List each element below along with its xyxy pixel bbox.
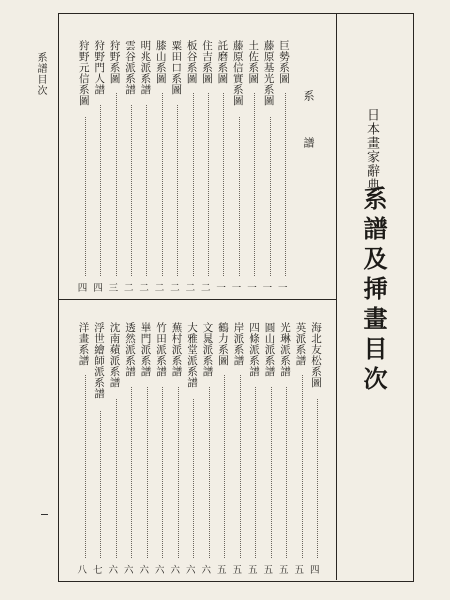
toc-entry[interactable] bbox=[201, 40, 217, 294]
toc-page-number: 八 bbox=[77, 565, 88, 576]
middle-divider bbox=[58, 299, 336, 300]
toc-entry[interactable] bbox=[171, 322, 187, 576]
toc-entry-label: 蕪村派系譜 bbox=[170, 322, 183, 377]
toc-page-number: 一 bbox=[247, 283, 257, 294]
toc-entry[interactable] bbox=[295, 322, 311, 576]
toc-leader-dots bbox=[162, 93, 163, 276]
toc-page-number: 二 bbox=[154, 283, 165, 294]
toc-entry[interactable] bbox=[124, 40, 140, 294]
toc-page-number: 二 bbox=[201, 283, 211, 294]
toc-page-number: 二 bbox=[124, 283, 134, 294]
toc-leader-dots bbox=[131, 387, 132, 558]
toc-entry[interactable] bbox=[248, 322, 264, 576]
toc-entry-label: 洋畫系譜 bbox=[77, 322, 90, 366]
toc-leader-dots bbox=[116, 399, 117, 558]
toc-entry-label: 鶴力系圖 bbox=[217, 322, 229, 366]
toc-entry[interactable] bbox=[278, 40, 294, 294]
toc-leader-dots bbox=[178, 387, 179, 558]
toc-entry-label: 膝山系圖 bbox=[154, 40, 167, 84]
toc-entry-label: 崋門派系譜 bbox=[139, 322, 152, 377]
toc-page-number: 五 bbox=[248, 565, 258, 576]
toc-entry-label: 圓山派系譜 bbox=[263, 322, 276, 377]
toc-page-number: 六 bbox=[124, 565, 134, 576]
toc-leader-dots bbox=[302, 375, 303, 558]
toc-leader-dots bbox=[224, 375, 225, 558]
toc-entry-label: 狩野元信系圖 bbox=[77, 40, 90, 106]
toc-page-number: 六 bbox=[186, 565, 196, 576]
toc-entry-label: 竹田派系譜 bbox=[155, 322, 167, 377]
toc-leader-dots bbox=[193, 399, 194, 558]
toc-leader-dots bbox=[85, 375, 86, 558]
toc-entry-label: 雲谷派系譜 bbox=[124, 40, 136, 95]
toc-leader-dots bbox=[254, 93, 255, 276]
toc-page-number: 七 bbox=[93, 565, 103, 576]
toc-entry-label: 海北友松系圖 bbox=[310, 322, 322, 388]
toc-page-number: 四 bbox=[77, 283, 88, 294]
toc-page-number: 一 bbox=[262, 283, 273, 294]
toc-leader-dots bbox=[100, 411, 101, 558]
toc-page-number: 三 bbox=[108, 283, 119, 294]
toc-entry[interactable] bbox=[78, 322, 94, 576]
margin-mark bbox=[41, 514, 48, 515]
toc-leader-dots bbox=[239, 117, 240, 276]
toc-leader-dots bbox=[193, 93, 194, 276]
toc-entry-label: 託磨系圖 bbox=[216, 40, 229, 84]
toc-entry[interactable] bbox=[155, 40, 171, 294]
toc-entry-label: 巨勢系圖 bbox=[278, 40, 290, 84]
toc-entry[interactable] bbox=[109, 322, 125, 576]
toc-page-number: 五 bbox=[279, 565, 289, 576]
toc-entry-label: 藤原信實系圖 bbox=[231, 40, 244, 106]
toc-leader-dots bbox=[131, 105, 132, 276]
section-heading: 系譜 bbox=[302, 90, 315, 184]
title-divider bbox=[336, 13, 337, 580]
toc-entry[interactable] bbox=[279, 322, 295, 576]
toc-entry-label: 土佐系圖 bbox=[247, 40, 260, 84]
toc-entry-label: 明兆派系譜 bbox=[139, 40, 152, 95]
toc-page-number: 六 bbox=[170, 565, 181, 576]
toc-entry[interactable] bbox=[217, 322, 233, 576]
toc-page-number: 一 bbox=[231, 283, 242, 294]
toc-entry[interactable] bbox=[109, 40, 125, 294]
toc-entry-label: 文晁派系譜 bbox=[201, 322, 214, 377]
toc-entry[interactable] bbox=[140, 322, 156, 576]
toc-leader-dots bbox=[317, 399, 318, 558]
toc-leader-dots bbox=[146, 105, 147, 276]
toc-entry[interactable] bbox=[202, 322, 218, 576]
toc-leader-dots bbox=[162, 387, 163, 558]
toc-page-number: 六 bbox=[108, 565, 119, 576]
toc-page-number: 六 bbox=[201, 565, 212, 576]
toc-leader-dots bbox=[285, 93, 286, 276]
toc-entry-label: 住吉系圖 bbox=[201, 40, 213, 84]
toc-entry[interactable] bbox=[186, 322, 202, 576]
toc-entry[interactable] bbox=[216, 40, 232, 294]
toc-entry[interactable] bbox=[233, 322, 249, 576]
toc-entry[interactable] bbox=[263, 40, 279, 294]
toc-leader-dots bbox=[85, 117, 86, 276]
toc-entry-label: 板谷系圖 bbox=[185, 40, 198, 84]
toc-entry-label: 沈南蘋派系譜 bbox=[108, 322, 121, 388]
toc-entry[interactable] bbox=[232, 40, 248, 294]
toc-leader-dots bbox=[209, 387, 210, 558]
toc-entry[interactable] bbox=[155, 322, 171, 576]
toc-leader-dots bbox=[100, 105, 101, 276]
toc-entry[interactable] bbox=[124, 322, 140, 576]
toc-leader-dots bbox=[177, 105, 178, 276]
dictionary-title: 日本畫家辭典 bbox=[364, 108, 379, 192]
toc-leader-dots bbox=[208, 93, 209, 276]
toc-entry-label: 透然派系譜 bbox=[124, 322, 136, 377]
toc-leader-dots bbox=[240, 375, 241, 558]
toc-entry[interactable] bbox=[78, 40, 94, 294]
toc-entry[interactable] bbox=[93, 322, 109, 576]
toc-leader-dots bbox=[223, 93, 224, 276]
page-title: 系譜及挿畫目次 bbox=[359, 186, 388, 396]
toc-page-number: 六 bbox=[155, 565, 165, 576]
toc-leader-dots bbox=[286, 387, 287, 558]
toc-entry-label: 岸派系譜 bbox=[232, 322, 245, 366]
toc-entry[interactable] bbox=[170, 40, 186, 294]
toc-entry[interactable] bbox=[264, 322, 280, 576]
toc-page-number: 五 bbox=[294, 565, 305, 576]
toc-entry[interactable] bbox=[139, 40, 155, 294]
toc-page-number: 五 bbox=[263, 565, 274, 576]
toc-page-number: 二 bbox=[139, 283, 149, 294]
toc-entry-label: 藤原基光系圖 bbox=[262, 40, 275, 106]
toc-entry-label: 大雅堂派系譜 bbox=[186, 322, 198, 388]
toc-leader-dots bbox=[271, 387, 272, 558]
toc-page-number: 六 bbox=[139, 565, 150, 576]
toc-entry[interactable] bbox=[93, 40, 109, 294]
toc-entry[interactable] bbox=[247, 40, 263, 294]
toc-page-number: 一 bbox=[278, 283, 288, 294]
toc-entry-label: 浮世繪師派系譜 bbox=[93, 322, 105, 399]
toc-entry-label: 狩野門人譜 bbox=[93, 40, 106, 95]
toc-page-number: 五 bbox=[217, 565, 227, 576]
toc-leader-dots bbox=[255, 387, 256, 558]
toc-entry-label: 粟田口系圖 bbox=[170, 40, 183, 95]
toc-page-number: 四 bbox=[310, 565, 320, 576]
toc-leader-dots bbox=[270, 117, 271, 276]
toc-entry-label: 四條派系譜 bbox=[248, 322, 260, 377]
toc-page-number: 四 bbox=[93, 283, 103, 294]
toc-entry-label: 狩野系圖 bbox=[108, 40, 121, 84]
running-head: 系譜目次 bbox=[35, 52, 46, 96]
toc-entry-label: 英派系譜 bbox=[294, 322, 307, 366]
toc-page-number: 一 bbox=[216, 283, 226, 294]
toc-entry[interactable] bbox=[310, 322, 326, 576]
toc-page-number: 五 bbox=[232, 565, 243, 576]
toc-page-number: 二 bbox=[185, 283, 196, 294]
toc-page-number: 二 bbox=[170, 283, 180, 294]
toc-entry-label: 光琳派系譜 bbox=[279, 322, 291, 377]
toc-leader-dots bbox=[147, 387, 148, 558]
toc-leader-dots bbox=[116, 93, 117, 276]
toc-entry[interactable] bbox=[186, 40, 202, 294]
